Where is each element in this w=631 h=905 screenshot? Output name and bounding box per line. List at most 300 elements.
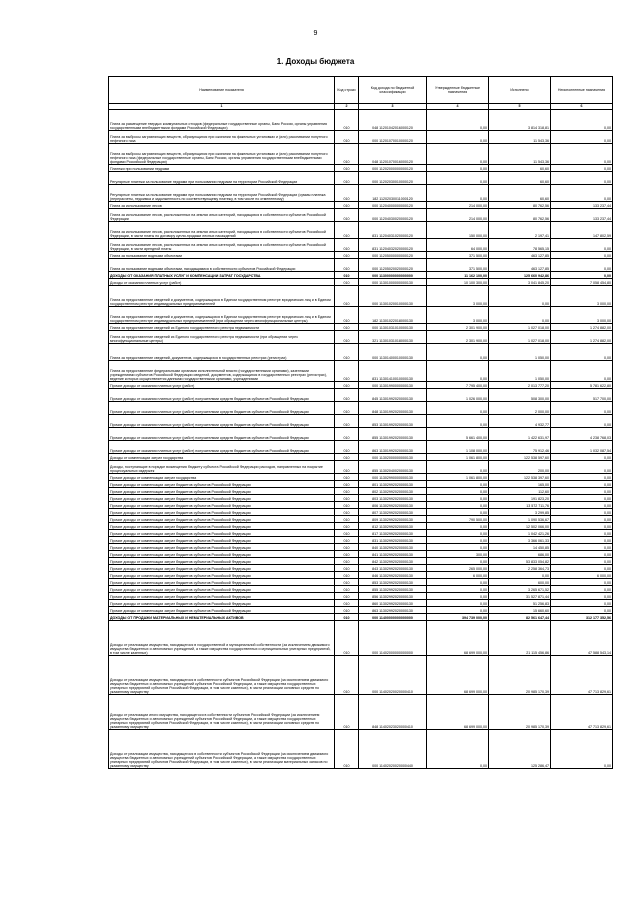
row-executed: 2 000,00 — [489, 402, 551, 415]
row-approved: 1 061 800,00 — [427, 474, 489, 481]
row-approved: 0,00 — [427, 110, 489, 131]
row-approved: 3 000,00 — [427, 286, 489, 307]
row-income-code: 831 11302992020000130 — [359, 537, 427, 544]
row-approved: 68 699 000,00 — [427, 695, 489, 730]
row-approved: 0,00 — [427, 537, 489, 544]
row-approved: 0,00 — [427, 607, 489, 614]
row-name: Плата за выбросы загрязняющих веществ, образующихся при сжигании на факельных установках и (или) рассеивании попутного нефтяного газа (федеральные государственные органы, Банк России, органы управления государственными внебюджетными фондами Российской Федерации) — [109, 144, 335, 165]
row-executed: 75 912,46 — [489, 441, 551, 454]
row-income-code: 802 11302992020000130 — [359, 488, 427, 495]
row-remaining: 0,00 — [551, 523, 613, 530]
table-row — [109, 165, 613, 172]
row-name: Прочие доходы от компенсации затрат бюджетов субъектов Российской Федерации — [109, 558, 335, 565]
row-name: Прочие доходы от оказания платных услуг (работ) получателями средств бюджетов субъектов Российской Федерации — [109, 415, 335, 428]
row-approved: 790 500,00 — [427, 516, 489, 523]
row-line-code: 010 — [335, 530, 359, 537]
table-row — [109, 600, 613, 607]
row-name: Плата за использование лесов, расположенных на землях иных категорий, находящихся в собственности субъектов Российской Федерации, в части арендной платы — [109, 239, 335, 252]
row-name: Прочие доходы от компенсации затрат бюджетов субъектов Российской Федерации — [109, 502, 335, 509]
row-income-code: 863 11302992020000130 — [359, 607, 427, 614]
row-line-code: 010 — [335, 165, 359, 172]
row-approved: 10 100 300,00 — [427, 279, 489, 286]
row-approved: 0,00 — [427, 165, 489, 172]
row-line-code: 010 — [335, 239, 359, 252]
row-approved: 1 061 800,00 — [427, 454, 489, 461]
row-remaining: 0,00 — [551, 165, 613, 172]
row-name: Плата за пользование водными объектами, находящимися в собственности субъектов Российской Федерации — [109, 259, 335, 272]
column-number: 2 — [335, 104, 359, 110]
row-line-code: 010 — [335, 131, 359, 144]
row-remaining: 47 713 829,61 — [551, 656, 613, 695]
row-executed: 80 762,56 — [489, 209, 551, 222]
column-number: 4 — [427, 104, 489, 110]
row-name: Доходы от реализации иного имущества, находящегося в собственности субъектов Российской Федерации (за исключением имущества бюджетных и автономных учреждений субъектов Российской Федерации, а также имущества государственных унитарных предприятий субъектов Российской Федерации, в том числе казенных), в части реализации основных средств по указанному имуществу — [109, 695, 335, 730]
row-income-code: 853 11301992020000130 — [359, 415, 427, 428]
row-name: Прочие доходы от оказания платных услуг (работ) — [109, 382, 335, 389]
table-row — [109, 324, 613, 331]
row-name: ДОХОДЫ ОТ ОКАЗАНИЯ ПЛАТНЫХ УСЛУГ И КОМПЕНСАЦИИ ЗАТРАТ ГОСУДАРСТВА — [109, 272, 335, 279]
row-approved: 0,00 — [427, 402, 489, 415]
row-line-code: 010 — [335, 614, 359, 621]
table-row — [109, 209, 613, 222]
row-name: Прочие доходы от компенсации затрат бюджетов субъектов Российской Федерации — [109, 488, 335, 495]
row-executed: 82 561 647,44 — [489, 614, 551, 621]
row-approved: 0,00 — [427, 481, 489, 488]
row-line-code: 010 — [335, 252, 359, 259]
row-income-code: 801 11302992020000130 — [359, 481, 427, 488]
row-name: Прочие доходы от компенсации затрат бюджетов субъектов Российской Федерации — [109, 579, 335, 586]
row-executed: 508 300,00 — [489, 389, 551, 402]
column-number: 1 — [109, 104, 335, 110]
row-executed: 1 422 631,97 — [489, 428, 551, 441]
row-approved: 11 162 100,00 — [427, 272, 489, 279]
row-line-code: 010 — [335, 344, 359, 361]
row-approved: 0,00 — [427, 530, 489, 537]
row-income-code: 182 11301022018000130 — [359, 307, 427, 324]
row-income-code: 848 11301992020000130 — [359, 402, 427, 415]
row-income-code: 000 11301000000000130 — [359, 279, 427, 286]
row-executed: 60,60 — [489, 172, 551, 185]
row-income-code: 841 11302992020000130 — [359, 551, 427, 558]
row-remaining: 517 700,00 — [551, 389, 613, 402]
row-name: Плата за предоставление сведений, документов, содержащихся в государственных реестрах (регистрах) — [109, 344, 335, 361]
row-executed: 60,60 — [489, 185, 551, 202]
table-row — [109, 488, 613, 495]
row-line-code: 010 — [335, 600, 359, 607]
table-row — [109, 172, 613, 185]
table-row — [109, 382, 613, 389]
row-line-code: 010 — [335, 558, 359, 565]
row-income-code: 000 11402020020000440 — [359, 730, 427, 769]
table-row — [109, 402, 613, 415]
table-row — [109, 474, 613, 481]
row-name: Плата за выбросы загрязняющих веществ, образующихся при сжигании на факельных установках и (или) рассеивании попутного нефтяного газа — [109, 131, 335, 144]
row-executed: 53 833 054,82 — [489, 558, 551, 565]
row-income-code: 000 11201070010000120 — [359, 131, 427, 144]
row-line-code: 010 — [335, 579, 359, 586]
row-executed: 15 660,60 — [489, 607, 551, 614]
table-body — [109, 110, 613, 769]
row-remaining: 7 058 454,80 — [551, 279, 613, 286]
row-income-code: 843 11302992020000130 — [359, 565, 427, 572]
row-approved: 0,00 — [427, 344, 489, 361]
row-name: Прочие доходы от оказания платных услуг (работ) получателями средств бюджетов субъектов Российской Федерации — [109, 402, 335, 415]
row-income-code: 845 11301992020000130 — [359, 389, 427, 402]
row-income-code: 856 11302992020000130 — [359, 593, 427, 600]
row-line-code: 010 — [335, 502, 359, 509]
row-remaining: 0,00 — [551, 607, 613, 614]
row-income-code: 000 11302000000000130 — [359, 454, 427, 461]
row-name: Прочие доходы от оказания платных услуг (работ) получателями средств бюджетов субъектов Российской Федерации — [109, 389, 335, 402]
row-approved: 265 000,00 — [427, 565, 489, 572]
table-row — [109, 695, 613, 730]
row-executed: 3 265 671,52 — [489, 586, 551, 593]
row-name: Плата за размещение твердых коммунальных отходов (федеральные государственные органы, Банк России, органы управления государственными внебюджетными фондами Российской Федерации) — [109, 110, 335, 131]
row-income-code: 855 11301992020000130 — [359, 428, 427, 441]
row-executed: 14 450,85 — [489, 544, 551, 551]
row-line-code: 010 — [335, 454, 359, 461]
row-income-code: 807 11302992020000130 — [359, 509, 427, 516]
row-remaining: 0,00 — [551, 239, 613, 252]
table-row — [109, 481, 613, 488]
row-income-code: 000 11204030020000120 — [359, 209, 427, 222]
row-remaining: 0,00 — [551, 474, 613, 481]
row-remaining: 0,00 — [551, 544, 613, 551]
table-row — [109, 279, 613, 286]
row-name: Прочие доходы от компенсации затрат бюджетов субъектов Российской Федерации — [109, 495, 335, 502]
row-approved: 0,00 — [427, 502, 489, 509]
row-income-code: 803 11302992020000130 — [359, 495, 427, 502]
table-row — [109, 509, 613, 516]
row-remaining: 0,00 — [551, 454, 613, 461]
row-remaining: 0,00 — [551, 172, 613, 185]
row-approved: 0,00 — [427, 361, 489, 382]
row-remaining: 4 238 768,03 — [551, 428, 613, 441]
row-line-code: 010 — [335, 523, 359, 530]
table-row — [109, 461, 613, 474]
row-line-code: 010 — [335, 516, 359, 523]
row-remaining: 3 000,00 — [551, 307, 613, 324]
row-name: Прочие доходы от компенсации затрат бюджетов субъектов Российской Федерации — [109, 593, 335, 600]
row-name: Прочие доходы от оказания платных услуг (работ) получателями средств бюджетов субъектов Российской Федерации — [109, 441, 335, 454]
row-executed: 11 543,36 — [489, 131, 551, 144]
row-executed: 200,00 — [489, 461, 551, 474]
row-remaining: 133 237,44 — [551, 202, 613, 209]
table-row — [109, 441, 613, 454]
row-income-code: 000 11205000000000120 — [359, 252, 427, 259]
row-approved: 68 699 000,00 — [427, 656, 489, 695]
table-row — [109, 530, 613, 537]
row-approved: 0,00 — [427, 495, 489, 502]
row-line-code: 010 — [335, 551, 359, 558]
row-line-code: 010 — [335, 222, 359, 239]
row-name: Доходы от реализации имущества, находящегося в собственности субъектов Российской Федерации (за исключением движимого имущества бюджетных и автономных учреждений субъектов Российской Федерации, а также имущества государственных унитарных предприятий субъектов Российской Федерации, в том числе казенных), в части реализации основных средств по указанному имуществу — [109, 656, 335, 695]
row-name: Прочие доходы от компенсации затрат бюджетов субъектов Российской Федерации — [109, 600, 335, 607]
row-executed: 12 502 066,00 — [489, 523, 551, 530]
table-row — [109, 502, 613, 509]
row-remaining: 0,00 — [551, 495, 613, 502]
row-income-code: 840 11302992020000130 — [359, 544, 427, 551]
page-title: 1. Доходы бюджета — [276, 57, 355, 66]
table-row — [109, 551, 613, 558]
row-income-code: 000 11202000000000120 — [359, 165, 427, 172]
row-line-code: 010 — [335, 402, 359, 415]
row-remaining: 0,00 — [551, 516, 613, 523]
row-remaining: 0,00 — [551, 415, 613, 428]
table-row — [109, 454, 613, 461]
row-executed: 1 050,00 — [489, 344, 551, 361]
table-row — [109, 239, 613, 252]
row-approved: 2 301 900,00 — [427, 324, 489, 331]
row-remaining: 6 000,00 — [551, 572, 613, 579]
row-executed: 0,00 — [489, 572, 551, 579]
row-name: Плата за предоставление федеральными органами исполнительной власти (государственными органами), казенными учреждениями субъектов Российской Федерации сведений, документов, содержащихся в государственных реестрах (регистрах), ведение которых осуществляется данными государственными органами, учреждениями — [109, 361, 335, 382]
row-income-code: 831 11204032020000120 — [359, 239, 427, 252]
row-remaining: 0,00 — [551, 509, 613, 516]
row-approved: 0,00 — [427, 488, 489, 495]
row-approved: 6 000,00 — [427, 572, 489, 579]
row-approved: 300,00 — [427, 551, 489, 558]
row-approved: 0,00 — [427, 131, 489, 144]
row-name: Доходы от компенсации затрат государства — [109, 454, 335, 461]
row-approved: 0,00 — [427, 185, 489, 202]
row-income-code: 000 11202030010000120 — [359, 172, 427, 185]
row-line-code: 010 — [335, 537, 359, 544]
row-line-code: 010 — [335, 474, 359, 481]
header-indicator-name: Наименование показателя — [109, 77, 335, 104]
row-name: Плата за использование лесов — [109, 202, 335, 209]
row-income-code: 848 11402023020000410 — [359, 695, 427, 730]
row-executed: 2 013 777,20 — [489, 382, 551, 389]
row-name: Прочие доходы от компенсации затрат бюджетов субъектов Российской Федерации — [109, 551, 335, 558]
header-approved: Утвержденные бюджетные назначения — [427, 77, 489, 104]
row-executed: 2 258 364,73 — [489, 565, 551, 572]
row-remaining: 0,00 — [551, 488, 613, 495]
row-executed: 60,60 — [489, 165, 551, 172]
row-executed: 0,00 — [489, 307, 551, 324]
row-line-code: 010 — [335, 361, 359, 382]
row-income-code: 000 11301020010000130 — [359, 286, 427, 307]
row-name: Плата за использование лесов, расположенных на землях иных категорий, находящихся в собственности субъектов Российской Федерации — [109, 209, 335, 222]
row-approved: 214 000,00 — [427, 202, 489, 209]
row-executed: 122 538 597,60 — [489, 454, 551, 461]
page-number: 9 — [313, 30, 318, 37]
row-name: Регулярные платежи за пользование недрами при пользовании недрами на территории Российской Федерации — [109, 172, 335, 185]
row-line-code: 010 — [335, 593, 359, 600]
row-income-code: 000 11402020020000410 — [359, 656, 427, 695]
row-income-code: 812 11302992020000130 — [359, 523, 427, 530]
row-executed: 463 127,85 — [489, 259, 551, 272]
column-number: 5 — [489, 104, 551, 110]
table-row — [109, 428, 613, 441]
header-executed: Исполнено — [489, 77, 551, 104]
row-remaining: 312 177 352,56 — [551, 614, 613, 621]
row-approved: 0,00 — [427, 509, 489, 516]
row-remaining: 0,00 — [551, 593, 613, 600]
row-income-code: 831 11204031020000120 — [359, 222, 427, 239]
column-number: 6 — [551, 104, 613, 110]
row-income-code: 000 11402000000000000 — [359, 621, 427, 656]
row-remaining: 0,00 — [551, 110, 613, 131]
row-line-code: 010 — [335, 144, 359, 165]
row-income-code: 817 11302992020000130 — [359, 530, 427, 537]
row-approved: 0,00 — [427, 144, 489, 165]
row-executed: 600,00 — [489, 579, 551, 586]
row-remaining: 0,00 — [551, 259, 613, 272]
row-income-code: 855 11302992020000130 — [359, 586, 427, 593]
row-remaining: 0,00 — [551, 551, 613, 558]
row-remaining: 47 588 543,14 — [551, 621, 613, 656]
row-remaining: 0,00 — [551, 481, 613, 488]
row-remaining: 0,00 — [551, 558, 613, 565]
table-row — [109, 565, 613, 572]
table-row — [109, 730, 613, 769]
row-name: Доходы, поступающие в порядке возмещения бюджету субъекта Российской Федерации расходов, направленных на покрытие процессуальных издержек — [109, 461, 335, 474]
row-executed: 1 050,00 — [489, 361, 551, 382]
row-line-code: 010 — [335, 621, 359, 656]
row-income-code: 831 11301410010000130 — [359, 361, 427, 382]
table-row — [109, 537, 613, 544]
row-income-code: 000 11301400010000130 — [359, 344, 427, 361]
row-income-code: 863 11301992020000130 — [359, 441, 427, 454]
row-line-code: 010 — [335, 172, 359, 185]
table-row — [109, 252, 613, 259]
row-executed: 686,00 — [489, 551, 551, 558]
row-line-code: 010 — [335, 495, 359, 502]
row-remaining: 5 781 622,80 — [551, 382, 613, 389]
row-line-code: 010 — [335, 428, 359, 441]
row-executed: 21 115 456,86 — [489, 621, 551, 656]
row-name: Плата за предоставление сведений и документов, содержащихся в Едином государственном реестре юридических лиц и в Едином государственном реестре индивидуальных предпринимателей — [109, 286, 335, 307]
row-income-code: 000 11400000000000000 — [359, 614, 427, 621]
table-row — [109, 656, 613, 695]
table-row — [109, 415, 613, 428]
table-row — [109, 131, 613, 144]
row-approved: 7 795 400,00 — [427, 382, 489, 389]
table-row — [109, 259, 613, 272]
row-line-code: 010 — [335, 307, 359, 324]
table-row — [109, 202, 613, 209]
row-name: Прочие доходы от оказания платных услуг (работ) получателями средств бюджетов субъектов Российской Федерации — [109, 428, 335, 441]
row-name: Прочие доходы от компенсации затрат бюджетов субъектов Российской Федерации — [109, 481, 335, 488]
table-row — [109, 185, 613, 202]
table-header-row — [109, 77, 613, 104]
table-row — [109, 614, 613, 621]
row-approved: 0,00 — [427, 579, 489, 586]
row-name: Платежи при пользовании недрами — [109, 165, 335, 172]
table-row — [109, 621, 613, 656]
table-row — [109, 607, 613, 614]
row-income-code: 048 11201042016000120 — [359, 110, 427, 131]
table-row — [109, 272, 613, 279]
row-income-code: 000 11204000000000120 — [359, 202, 427, 209]
row-remaining: 47 713 829,61 — [551, 695, 613, 730]
row-income-code: 182 11202030011000120 — [359, 185, 427, 202]
row-name: Прочие доходы от компенсации затрат бюджетов субъектов Российской Федерации — [109, 530, 335, 537]
row-remaining: 0,00 — [551, 131, 613, 144]
row-remaining: 0,00 — [551, 600, 613, 607]
row-executed: 80 762,56 — [489, 202, 551, 209]
table-row — [109, 544, 613, 551]
row-approved: 1 108 000,00 — [427, 441, 489, 454]
row-name: Доходы от реализации имущества, находящегося в государственной и муниципальной собственности (за исключением движимого имущества бюджетных и автономных учреждений, а также имущества государственных и муниципальных унитарных предприятий, в том числе казенных) — [109, 621, 335, 656]
table-row — [109, 572, 613, 579]
row-remaining: 0,00 — [551, 361, 613, 382]
row-approved: 0,00 — [427, 415, 489, 428]
row-name: Доходы от реализации имущества, находящегося в собственности субъектов Российской Федерации (за исключением движимого имущества бюджетных и автономных учреждений субъектов Российской Федерации, а также имущества государственных унитарных предприятий субъектов Российской Федерации, в том числе казенных), в части реализации материальных запасов по указанному имуществу — [109, 730, 335, 769]
table-row — [109, 516, 613, 523]
row-name: Прочие доходы от компенсации затрат государства — [109, 474, 335, 481]
row-income-code: 000 11300000000000000 — [359, 272, 427, 279]
row-line-code: 010 — [335, 695, 359, 730]
row-approved: 1 026 000,00 — [427, 389, 489, 402]
row-name: ДОХОДЫ ОТ ПРОДАЖИ МАТЕРИАЛЬНЫХ И НЕМАТЕРИАЛЬНЫХ АКТИВОВ — [109, 614, 335, 621]
row-name: Прочие доходы от компенсации затрат бюджетов субъектов Российской Федерации — [109, 572, 335, 579]
row-name: Прочие доходы от компенсации затрат бюджетов субъектов Российской Федерации — [109, 586, 335, 593]
row-line-code: 010 — [335, 259, 359, 272]
row-line-code: 010 — [335, 565, 359, 572]
row-income-code: 806 11302992020000130 — [359, 502, 427, 509]
row-approved: 394 739 000,00 — [427, 614, 489, 621]
table-row — [109, 286, 613, 307]
row-approved: 0,00 — [427, 558, 489, 565]
row-name: Доходы от оказания платных услуг (работ) — [109, 279, 335, 286]
row-income-code: 000 11205020020000120 — [359, 259, 427, 272]
table-row — [109, 222, 613, 239]
row-line-code: 010 — [335, 389, 359, 402]
row-executed: 1 090 536,67 — [489, 516, 551, 523]
row-approved: 0,00 — [427, 172, 489, 185]
row-executed: 2 197,41 — [489, 222, 551, 239]
row-income-code: 846 11302992020000130 — [359, 572, 427, 579]
row-remaining: 0,00 — [551, 272, 613, 279]
row-remaining: 0,00 — [551, 344, 613, 361]
row-income-code: 000 11301990000000130 — [359, 382, 427, 389]
row-executed: 463 127,85 — [489, 252, 551, 259]
row-remaining: 0,00 — [551, 252, 613, 259]
row-remaining: 0,00 — [551, 530, 613, 537]
row-income-code: 321 11301031018000130 — [359, 331, 427, 344]
row-approved: 0,00 — [427, 600, 489, 607]
header-remaining: Неисполненные назначения — [551, 77, 613, 104]
row-name: Прочие доходы от компенсации затрат бюджетов субъектов Российской Федерации — [109, 509, 335, 516]
row-remaining: 0,00 — [551, 579, 613, 586]
row-income-code: 842 11302992020000130 — [359, 558, 427, 565]
row-line-code: 010 — [335, 607, 359, 614]
table-row — [109, 558, 613, 565]
row-executed: 191 823,20 — [489, 495, 551, 502]
row-name: Прочие доходы от компенсации затрат бюджетов субъектов Российской Федерации — [109, 544, 335, 551]
row-executed: 3 366 061,33 — [489, 537, 551, 544]
row-name: Плата за предоставление сведений из Единого государственного реестра недвижимости — [109, 324, 335, 331]
row-income-code: 000 11301031010000130 — [359, 324, 427, 331]
row-income-code: 809 11302992020000130 — [359, 516, 427, 523]
row-line-code: 010 — [335, 324, 359, 331]
row-line-code: 010 — [335, 730, 359, 769]
row-executed: 78 565,15 — [489, 239, 551, 252]
row-executed: 13 572 711,76 — [489, 502, 551, 509]
row-remaining: 0,00 — [551, 402, 613, 415]
table-row — [109, 307, 613, 324]
row-name: Прочие доходы от компенсации затрат бюджетов субъектов Российской Федерации — [109, 516, 335, 523]
row-approved: 150 000,00 — [427, 222, 489, 239]
row-remaining: 0,00 — [551, 730, 613, 769]
revenue-table — [108, 76, 613, 769]
row-line-code: 010 — [335, 481, 359, 488]
row-line-code: 010 — [335, 586, 359, 593]
row-approved: 0,00 — [427, 523, 489, 530]
row-remaining: 0,00 — [551, 461, 613, 474]
